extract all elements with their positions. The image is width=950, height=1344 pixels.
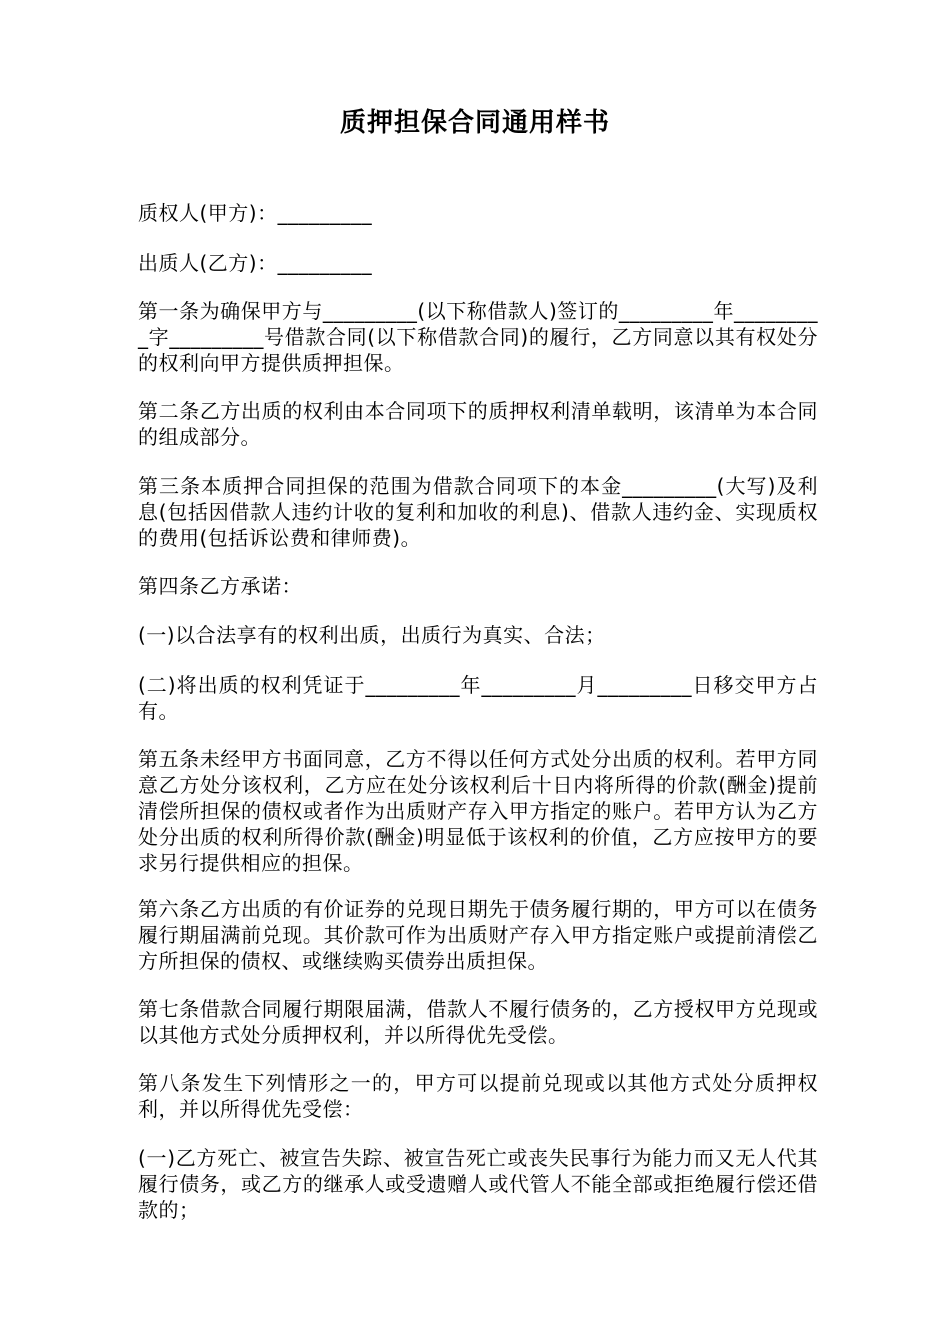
article-8: 第八条发生下列情形之一的，甲方可以提前兑现或以其他方式处分质押权利，并以所得优先受偿：: [138, 1071, 818, 1121]
article-8-item-1: (一)乙方死亡、被宣告失踪、被宣告死亡或丧失民事行为能力而又无人代其履行债务，或乙方的继承人或受遗赠人或代管人不能全部或拒绝履行偿还借款的；: [138, 1146, 818, 1222]
article-2: 第二条乙方出质的权利由本合同项下的质押权利清单载明，该清单为本合同的组成部分。: [138, 399, 818, 449]
article-6: 第六条乙方出质的有价证券的兑现日期先于债务履行期的，甲方可以在债务履行期届满前兑现。其价款可作为出质财产存入甲方指定账户或提前清偿乙方所担保的债权、或继续购买债券出质担保。: [138, 897, 818, 973]
article-5: 第五条未经甲方书面同意，乙方不得以任何方式处分出质的权利。若甲方同意乙方处分该权利，乙方应在处分该权利后十日内将所得的价款(酬金)提前清偿所担保的债权或者作为出质财产存入甲方指定的账户。若甲方认为乙方处分出质的权利所得价款(酬金)明显低于该权利的价值，乙方应按甲方的要求另行提供相应的担保。: [138, 747, 818, 875]
article-3: 第三条本质押合同担保的范围为借款合同项下的本金_________(大写)及利息(包括因借款人违约计收的复利和加收的利息)、借款人违约金、实现质权的费用(包括诉讼费和律师费)。: [138, 474, 818, 550]
document-title: 质押担保合同通用样书: [339, 108, 610, 138]
article-7: 第七条借款合同履行期限届满，借款人不履行债务的，乙方授权甲方兑现或以其他方式处分质押权利，并以所得优先受偿。: [138, 997, 818, 1047]
article-4-item-2: (二)将出质的权利凭证于_________年_________月_________日移交甲方占有。: [138, 673, 818, 723]
pledgee-line: 质权人(甲方)：_________: [138, 201, 373, 225]
article-4: 第四条乙方承诺：: [138, 574, 302, 598]
article-1: 第一条为确保甲方与_________(以下称借款人)签订的_________年_________字_________号借款合同(以下称借款合同)的履行，乙方同意以其有权处分的权利向甲方提供质押担保。: [138, 299, 818, 375]
article-4-item-1: (一)以合法享有的权利出质，出质行为真实、合法；: [138, 623, 606, 647]
pledgor-line: 出质人(乙方)：_________: [138, 251, 373, 275]
